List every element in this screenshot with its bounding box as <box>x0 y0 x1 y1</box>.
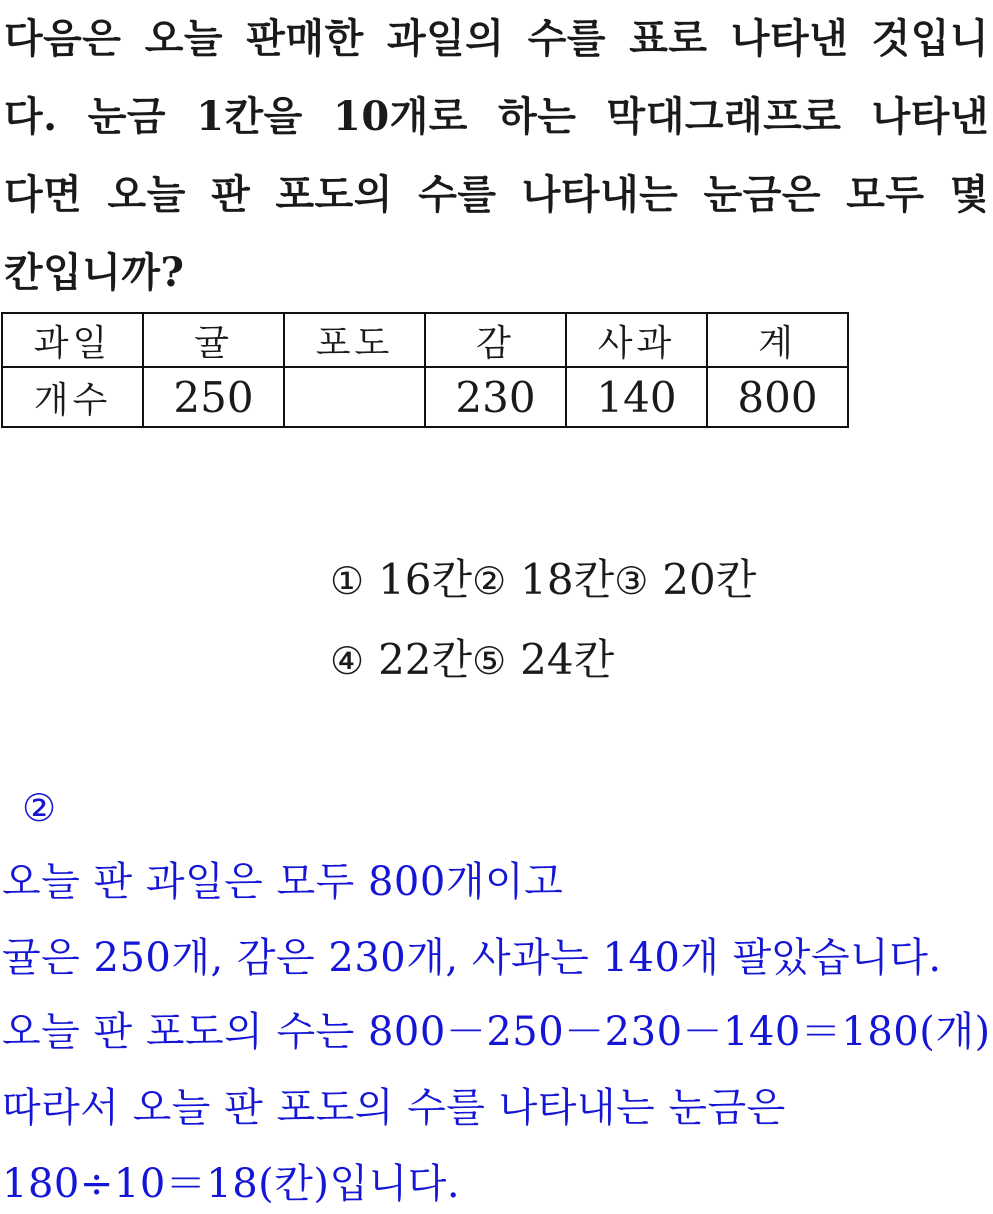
choice-mark: ④ <box>330 639 365 683</box>
explanation-line: 귤은 250개, 감은 230개, 사과는 140개 팔았습니다. <box>2 935 942 981</box>
question-line: 다면 오늘 판 포도의 수를 나타내는 눈금은 모두 몇 <box>4 171 989 218</box>
explanation-line: 따라서 오늘 판 포도의 수를 나타내는 눈금은 <box>2 1085 786 1131</box>
table-row <box>2 367 848 427</box>
table-header-cell: 계 <box>707 313 848 367</box>
table-cell: 250 <box>143 367 284 427</box>
choice-mark: ② <box>472 559 507 603</box>
explanation-line: 오늘 판 포도의 수는 800－250－230－140＝180(개) <box>2 1009 991 1055</box>
table-header-row <box>2 313 848 367</box>
table-row-label: 개수 <box>2 367 143 427</box>
question-line: 다음은 오늘 판매한 과일의 수를 표로 나타낸 것입니 <box>4 15 989 62</box>
table-header-cell: 포도 <box>284 313 425 367</box>
question-text <box>4 0 989 312</box>
fruit-table <box>1 312 849 428</box>
choice-5[interactable] <box>472 620 614 701</box>
choice-mark: ① <box>330 559 365 603</box>
choice-row <box>330 620 756 700</box>
explanation-line: 오늘 판 과일은 모두 800개이고 <box>2 859 564 905</box>
choice-2[interactable] <box>472 540 614 621</box>
choice-3[interactable] <box>614 540 756 621</box>
choice-value: 16칸 <box>378 555 473 604</box>
choice-mark: ③ <box>614 559 649 603</box>
choice-value: 20칸 <box>662 555 757 604</box>
table-cell: 800 <box>707 367 848 427</box>
choice-value: 22칸 <box>378 635 473 684</box>
explanation-line: 180÷10＝18(칸)입니다. <box>2 1161 461 1207</box>
choice-4[interactable] <box>330 620 472 701</box>
choice-value: 24칸 <box>520 635 615 684</box>
table-header-cell: 감 <box>425 313 566 367</box>
choice-value: 18칸 <box>520 555 615 604</box>
table-header-cell: 사과 <box>566 313 707 367</box>
table-cell: 140 <box>566 367 707 427</box>
table-header-cell: 과일 <box>2 313 143 367</box>
choice-1[interactable] <box>330 540 472 621</box>
table-cell: 230 <box>425 367 566 427</box>
table-header-cell: 귤 <box>143 313 284 367</box>
choice-mark: ⑤ <box>472 639 507 683</box>
question-line: 다. 눈금 1칸을 10개로 하는 막대그래프로 나타낸 <box>4 93 989 140</box>
choice-row <box>330 540 756 620</box>
answer-mark: ② <box>22 786 57 830</box>
question-line: 칸입니까? <box>4 249 185 296</box>
answer-choices <box>330 540 756 700</box>
table-cell-blank <box>284 367 425 427</box>
